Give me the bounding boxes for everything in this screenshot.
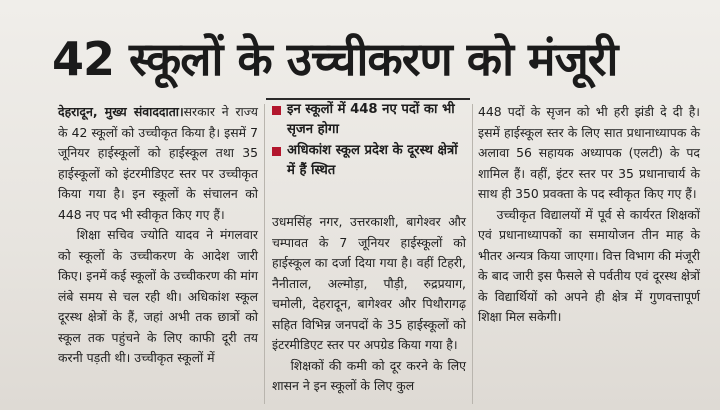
dateline: देहरादून, मुख्य संवाददाता। xyxy=(58,104,184,119)
article-paragraph: उच्चीकृत विद्यालयों में पूर्व से कार्यरत शिक्षकों एवं प्रधानाध्यापकों का समायोजन तीन माह के भीतर अन्यत्र किया जाएगा। वित्त विभाग की मंजूरी के बाद जारी इस फैसले से पर्वतीय एवं दूरस्थ क्षेत्रों के विद्यार्थियों को अपने ही क्षेत्र में गुणवत्तापूर्ण शिक्षा मिल सकेगी। xyxy=(478,206,700,324)
paragraph-text: सरकार ने राज्य के 42 स्कूलों को उच्चीकृत किया है। इसमें 7 जूनियर हाईस्कूलों को हाईस्कूल तथा 35 हाईस्कूलों को इंटरमीडिएट स्तर पर उच्चीकृत किया गया है। इन स्कूलों के संचालन को 448 नए पद भी स्वीकृत किए गए हैं। xyxy=(58,104,258,222)
square-bullet-icon xyxy=(272,106,281,115)
article-column-3 xyxy=(478,102,700,328)
article-column-2 xyxy=(272,212,466,397)
article-paragraph: शिक्षा सचिव ज्योति यादव ने मंगलवार को स्कूलों के उच्चीकरण के आदेश जारी किए। इनमें कई स्कूलों के उच्चीकरण की मांग लंबे समय से चल रही थी। अधिकांश स्कूल दूरस्थ क्षेत्रों के हैं, जहां अभी तक छात्रों को स्कूल तक पहुंचने के लिए काफी दूरी तय करनी पड़ती थी। उच्चीकृत स्कूलों में xyxy=(58,227,258,365)
column-divider xyxy=(264,104,265,404)
headline: 42 स्कूलों के उच्चीकरण को मंजूरी xyxy=(52,32,618,86)
article-paragraph: उधमसिंह नगर, उत्तरकाशी, बागेश्वर और चम्पावत के 7 जूनियर हाईस्कूलों को हाईस्कूल का दर्जा दिया गया है। वहीं टिहरी, नैनीताल, अल्मोड़ा, पौड़ी, रुद्रप्रयाग, चमोली, देहरादून, बागेश्वर और पिथौरागढ़ सहित विभिन्न जनपदों के 35 हाईस्कूलों को इंटरमीडिएट स्तर पर अपग्रेड किया गया है। xyxy=(272,214,466,352)
article-paragraph xyxy=(58,102,258,225)
article-column-1 xyxy=(58,102,258,369)
highlight-item xyxy=(272,100,466,140)
highlight-text: अधिकांश स्कूल प्रदेश के दूरस्थ क्षेत्रों में हैं स्थित xyxy=(287,143,458,178)
article-paragraph: शिक्षकों की कमी को दूर करने के लिए शासन ने इन स्कूलों के लिए कुल xyxy=(272,357,466,393)
article-paragraph: 448 पदों के सृजन को भी हरी झंडी दे दी है। इसमें हाईस्कूल स्तर के लिए सात प्रधानाध्यापक के अलावा 56 सहायक अध्यापक (एलटी) के पद शामिल हैं। वहीं, इंटर स्तर पर 35 प्रधानाचार्य के साथ ही 350 प्रवक्ता के पद स्वीकृत किए गए हैं। xyxy=(478,104,700,201)
highlight-text: इन स्कूलों में 448 नए पदों का भी सृजन होगा xyxy=(287,102,455,137)
highlight-box xyxy=(272,100,466,210)
highlight-item xyxy=(272,141,466,181)
column-divider xyxy=(472,104,473,404)
square-bullet-icon xyxy=(272,147,281,156)
